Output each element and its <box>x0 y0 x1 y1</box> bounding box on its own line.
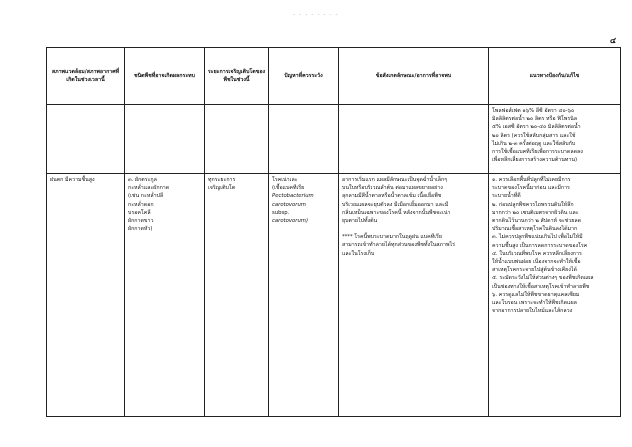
text-line: ๕% เอสซี อัตรา ๒๐-๔๐ มิลลิลิตรต่อน้ำ <box>492 124 581 131</box>
cell-empty <box>339 105 489 174</box>
text-line: ตากดินไว้นานกว่า ๒ สัปดาห์ จะช่วยลด <box>492 218 582 225</box>
text-line: และในโรงเก็บ <box>342 250 375 257</box>
page-top-marks: - - - - - - - - <box>293 11 339 18</box>
text-line: **** โรคนี้พบระบาดมากในฤดูฝน แบคทีเรีย <box>342 234 442 241</box>
text-line: ๖. ควรดูแลไม่ให้พืชขาดธาตุแคลเซียม <box>492 291 580 298</box>
text-line: มิลลิลิตรต่อน้ำ ๒๐ ลิตร หรือ ฟิโพรนิล <box>492 116 578 123</box>
symptoms-note <box>342 233 485 258</box>
page-number: ๔ <box>609 36 616 45</box>
text-line: สาเหตุโรคกระจายไปสู่ต้นข้างเคียงได้ <box>492 267 577 274</box>
problem-subsp: subsp. <box>272 209 290 216</box>
table-row-soft-rot <box>47 174 621 417</box>
text-line: ทุกระยะการ <box>208 177 236 183</box>
cell-prevention <box>489 174 621 417</box>
cell-symptoms <box>339 174 489 417</box>
problem-species: carotovorum <box>272 201 306 208</box>
environment-text: ฝนตก มีความชื้นสูง <box>50 177 95 183</box>
text-line: ๑. ควรเลือกพื้นที่ปลูกที่ไม่เคยมีการ <box>492 177 571 183</box>
cell-empty <box>205 105 269 174</box>
text-line: โพลฟอส์เฟต ๑๖% อีซี อัตรา ๔๐-๖๐ <box>492 108 575 114</box>
text-line: ๕. ระมัดระวังไม่ให้ส่วนต่างๆ ของพืชเกิดแผล <box>492 275 594 282</box>
text-line: ลุกลามมีสีน้ำตาลหรือน้ำตาลเข้ม เนื้อเยื่อพืช <box>342 193 442 200</box>
text-line: เพื่อหลีกเลี่ยงการสร้างความต้านทาน) <box>492 157 578 164</box>
text-line: ให้น้ำแบบพ่นฝอย เนื่องจากจะทำให้เชื้อ <box>492 259 581 266</box>
text-line: ระบาดของโรคนี้มาก่อน และมีการ <box>492 185 570 192</box>
text-line: การใช้เชื้อแบคทีเรียเพื่อการระบาดลดลง <box>492 149 583 156</box>
text-line: เป็นช่องทางให้เชื้อสาเหตุโรคเข้าทำลายพืช <box>492 283 590 290</box>
header-growth-stage: ระยะการเจริญเติบโตของพืชในช่วงนี้ <box>205 48 269 105</box>
text-line: ๒. ก่อนปลูกพืชควรไถพรวนดินให้ลึก <box>492 201 574 208</box>
text-line: ๔. ในบริเวณที่พบโรค ควรหลีกเลี่ยงการ <box>492 250 582 257</box>
header-crops: ชนิดพืชที่อาจเกิดผลกระทบ <box>125 48 205 105</box>
text-line: ความชื้นสูง เป็นการลดการระบาดของโรค <box>492 242 588 249</box>
text-line: กะหล่ำดอก <box>128 201 154 208</box>
table-header-row <box>47 48 621 105</box>
text-line: ระบายน้ำที่ดี <box>492 193 521 200</box>
text-line: อาการเริ่มแรก แผลมีลักษณะเป็นจุดฉ่ำน้ำเล็กๆ <box>342 177 448 183</box>
text-line: ไม่เกิน ๒-๓ ครั้งต่อฤดู และใช้สลับกับ <box>492 140 576 147</box>
text-line: ๓. ไม่ควรปลูกพืชแน่นเกินไป เพื่อไม่ให้มี <box>492 234 583 241</box>
header-symptoms: ข้อสังเกตลักษณะ/อาการที่อาจพบ <box>339 48 489 105</box>
text-line: ปริมาณเชื้อสาเหตุโรคในดินลงได้มาก <box>492 226 578 233</box>
text-line: สามารถเข้าทำลายได้ทุกส่วนของพืชทั้งในสภาพไร่ <box>342 242 456 249</box>
text-line: ผักกาดขาว <box>128 218 154 225</box>
text-line: ๒๐ ลิตร (ควรใช้สลับกลุ่มสาร และใช้ <box>492 132 576 139</box>
text-line: มากกว่า ๒๐ เซนติเมตรจากผิวดิน และ <box>492 209 579 216</box>
cell-growth-stage <box>205 174 269 417</box>
text-line: เจริญเติบโต <box>208 185 236 192</box>
cell-empty <box>269 105 339 174</box>
header-environment: สภาพแวดล้อม/สภาพอากาศที่เกิดในช่วงเวลานี้ <box>47 48 125 105</box>
cell-problem <box>269 174 339 417</box>
cell-crops <box>125 174 205 417</box>
text-line: บรอคโคลี <box>128 209 151 216</box>
cell-environment <box>47 174 125 417</box>
text-line: และโบรอน เพราะจะทำให้พืชเกิดแผล <box>492 300 577 307</box>
cell-empty <box>125 105 205 174</box>
text-line: บนใบหรือบริเวณลำต้น ต่อมาแผลขยายอย่าง <box>342 185 443 192</box>
text-line: ยุบตายไปทั้งต้น <box>342 218 378 225</box>
problem-species: carotovorum) <box>272 218 309 225</box>
text-line: กลิ่นเหม็นเฉพาะของโรคนี้ หลังจากนั้นพืชจะเน่า <box>342 209 451 216</box>
text-line: บริเวณแผลจะยุบตัวลง มีเมือกเยิ้มออกมา และมี <box>342 201 449 208</box>
problem-pathogen: (เชื้อแบคทีเรีย <box>272 185 305 192</box>
text-line: กะหล่ำและผักกาด <box>128 185 170 192</box>
header-prevention: แนวทางป้องกัน/แก้ไข <box>489 48 621 105</box>
text-line: (เช่น กะหล่ำปลี <box>128 193 164 200</box>
text-line: ผักกาดหัว) <box>128 226 153 233</box>
problem-species: Pectobacterium <box>272 193 314 200</box>
problem-name: โรคเน่าเละ <box>272 177 298 183</box>
header-problem: ปัญหาที่ควรระวัง <box>269 48 339 105</box>
advisory-table <box>46 47 621 417</box>
text-line: จากอาการปลายใบไหม้และไส้กลวง <box>492 308 573 315</box>
cell-empty <box>47 105 125 174</box>
table-row-continuation <box>47 105 621 174</box>
text-line: ๓. ผักตระกูล <box>128 177 157 183</box>
cell-prevention-continued <box>489 105 621 174</box>
